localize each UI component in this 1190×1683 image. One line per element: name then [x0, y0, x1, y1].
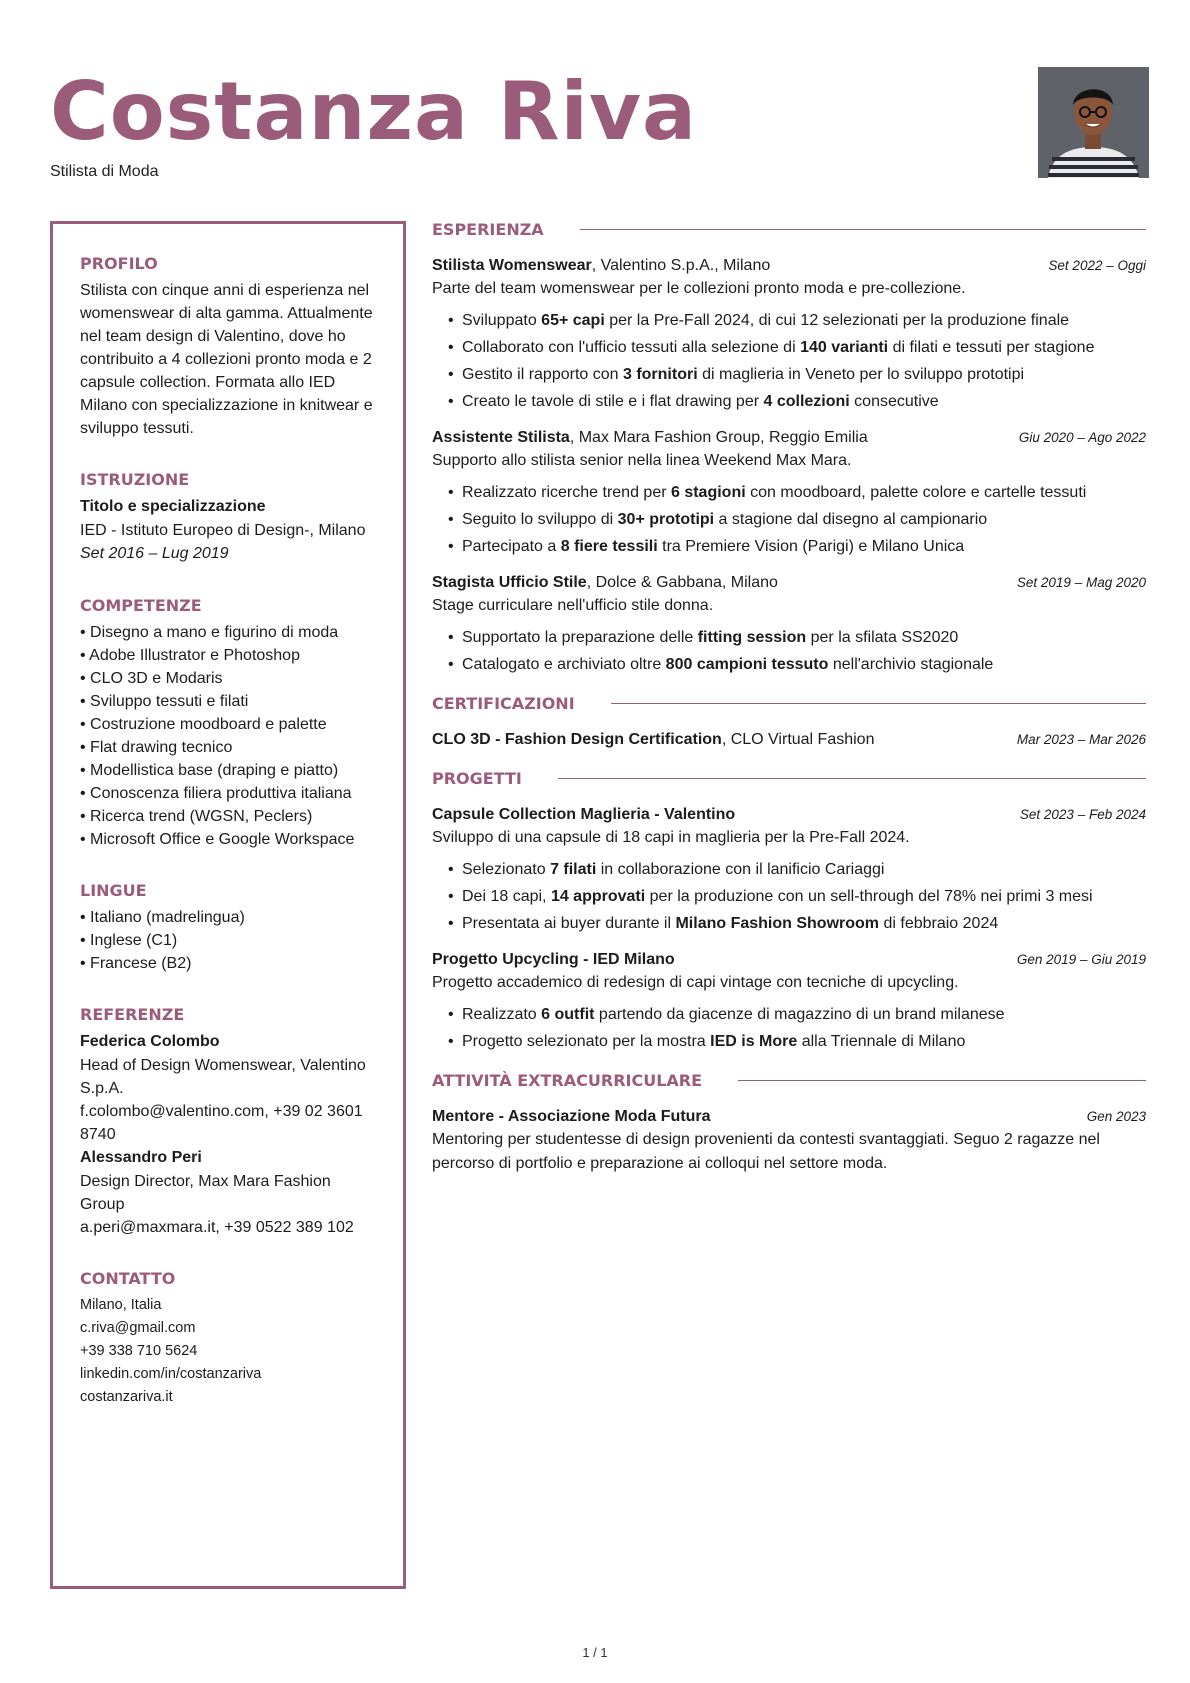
bullet-text: nell'archivio stagionale [828, 656, 994, 673]
sidebar [50, 221, 406, 1589]
skill-item: • Flat drawing tecnico [80, 736, 376, 759]
bullet-text: Dei 18 capi, [462, 888, 551, 905]
profile-photo [1038, 67, 1149, 178]
profile-heading: PROFILO [80, 254, 158, 273]
entry-header [432, 729, 1146, 751]
section-divider [738, 1080, 1146, 1081]
reference-contact[interactable]: f.colombo@valentino.com, +39 02 3601 8740 [80, 1103, 363, 1143]
section-header [432, 694, 1146, 713]
contact-linkedin[interactable]: linkedin.com/in/costanzariva [80, 1366, 262, 1382]
language-item: • Inglese (C1) [80, 929, 376, 952]
bullet-item [448, 390, 1146, 413]
bullet-text: per la Pre-Fall 2024, di cui 12 selezionati per la produzione finale [604, 312, 1070, 329]
bullet-highlight: 65+ capi [541, 312, 605, 329]
entry-dates: Set 2023 – Feb 2024 [1019, 807, 1146, 822]
entry-title [432, 729, 874, 751]
bullet-text: Supportato la preparazione delle [462, 629, 698, 646]
bullet-text: a stagione dal disegno al campionario [714, 511, 988, 528]
education-degree: Titolo e specializzazione [80, 498, 266, 515]
candidate-subtitle: Stilista di Moda [50, 163, 159, 180]
entry-description: Mentoring per studentesse di design provenienti da contesti svantaggiati. Seguo 2 ragazze nel percorso di portfolio e preparazione ai colloqui nel settore moda. [432, 1131, 1100, 1172]
references-heading: REFERENZE [80, 1005, 185, 1024]
contact-website[interactable]: costanzariva.it [80, 1389, 173, 1405]
skill-item: • Costruzione moodboard e palette [80, 713, 376, 736]
entry-header [432, 949, 1146, 971]
entry-bullets [432, 309, 1146, 413]
bullet-text: Selezionato [462, 861, 551, 878]
bullet-item [448, 535, 1146, 558]
entry-title [432, 1106, 711, 1128]
bullet-item [448, 481, 1146, 504]
entry [432, 427, 1146, 558]
bullet-text: Realizzato ricerche trend per [462, 484, 671, 501]
section-header [432, 220, 1146, 239]
entry-description: Parte del team womenswear per le collezioni pronto moda e pre-collezione. [432, 280, 966, 297]
skill-item: • Microsoft Office e Google Workspace [80, 828, 376, 851]
section-title: ESPERIENZA [432, 220, 544, 239]
section-divider [611, 703, 1146, 704]
entry-dates: Giu 2020 – Ago 2022 [1018, 430, 1146, 445]
skill-item: • Modellistica base (draping e piatto) [80, 759, 376, 782]
entry-title [432, 255, 770, 277]
entry-role: Assistente Stilista [432, 429, 570, 446]
skill-item: • Ricerca trend (WGSN, Peclers) [80, 805, 376, 828]
bullet-text: Partecipato a [462, 538, 561, 555]
bullet-text: con moodboard, palette colore e cartelle tessuti [745, 484, 1087, 501]
contact-section [80, 1269, 376, 1409]
reference-name: Alessandro Peri [80, 1149, 202, 1166]
entry-role: Capsule Collection Maglieria - Valentino [432, 806, 736, 823]
bullet-text: per la sfilata SS2020 [806, 629, 959, 646]
entry-description: Progetto accademico di redesign di capi vintage con tecniche di upcycling. [432, 974, 959, 991]
entry [432, 804, 1146, 935]
bullet-text: Seguito lo sviluppo di [462, 511, 618, 528]
entry-description: Sviluppo di una capsule di 18 capi in maglieria per la Pre-Fall 2024. [432, 829, 910, 846]
entry-dates: Gen 2019 – Giu 2019 [1016, 952, 1146, 967]
bullet-highlight: IED is More [710, 1033, 798, 1050]
section-header [432, 769, 1146, 788]
contact-email[interactable]: c.riva@gmail.com [80, 1320, 196, 1336]
entry-title [432, 804, 735, 826]
bullet-item [448, 1030, 1146, 1053]
entry-description: Supporto allo stilista senior nella linea Weekend Max Mara. [432, 452, 852, 469]
languages-heading: LINGUE [80, 881, 147, 900]
bullet-text: Presentata ai buyer durante il [462, 915, 676, 932]
entry-bullets [432, 626, 1146, 676]
bullet-item [448, 508, 1146, 531]
bullet-highlight: 6 stagioni [670, 484, 746, 501]
section-header [432, 1071, 1146, 1090]
entry-title [432, 949, 675, 971]
entry-dates: Set 2019 – Mag 2020 [1016, 575, 1146, 590]
bullet-item [448, 858, 1146, 881]
bullet-text: partendo da giacenze di magazzino di un brand milanese [594, 1006, 1005, 1023]
skill-item: • Disegno a mano e figurino di moda [80, 621, 376, 644]
section-divider [558, 778, 1146, 779]
entry [432, 255, 1146, 413]
page-number: 1 / 1 [582, 1645, 608, 1660]
bullet-highlight: 800 campioni tessuto [665, 656, 829, 673]
activities-section [432, 1071, 1146, 1176]
education-section [80, 470, 376, 566]
bullet-text: di filati e tessuti per stagione [888, 339, 1095, 356]
entry-dates: Gen 2023 [1086, 1109, 1146, 1124]
bullet-item [448, 653, 1146, 676]
reference-contact[interactable]: a.peri@maxmara.it, +39 0522 389 102 [80, 1219, 354, 1236]
entry-organization: , Valentino S.p.A., Milano [591, 257, 771, 274]
bullet-highlight: 30+ prototipi [617, 511, 715, 528]
entry-role: CLO 3D - Fashion Design Certification [432, 731, 722, 748]
entry-role: Progetto Upcycling - IED Milano [432, 951, 675, 968]
entry-description: Stage curriculare nell'ufficio stile donna. [432, 597, 714, 614]
entry-header [432, 804, 1146, 826]
bullet-text: Sviluppato [462, 312, 542, 329]
certifications-section [432, 694, 1146, 751]
entry-role: Stagista Ufficio Stile [432, 574, 587, 591]
experience-section [432, 220, 1146, 676]
bullet-highlight: 6 outfit [541, 1006, 595, 1023]
education-school: IED - Istituto Europeo di Design-, Milano [80, 522, 366, 539]
candidate-name: Costanza Riva [50, 65, 698, 158]
skills-heading: COMPETENZE [80, 596, 202, 615]
bullet-item [448, 912, 1146, 935]
entry [432, 1106, 1146, 1176]
reference-role: Head of Design Womenswear, Valentino S.p.A. [80, 1057, 366, 1097]
profile-text: Stilista con cinque anni di esperienza nel womenswear di alta gamma. Attualmente nel team design di Valentino, dove ho contribuito a 4 collezioni pronto moda e 2 capsule collection. Formata allo IED Milano con specializzazione in knitwear e sviluppo tessuti. [80, 282, 373, 437]
bullet-highlight: 4 collezioni [763, 393, 850, 410]
main-column [432, 220, 1146, 1194]
reference-name: Federica Colombo [80, 1033, 220, 1050]
entry-header [432, 1106, 1146, 1128]
bullet-item [448, 363, 1146, 386]
entry-header [432, 572, 1146, 594]
bullet-item [448, 626, 1146, 649]
bullet-text: Creato le tavole di stile e i flat drawing per [462, 393, 764, 410]
language-item: • Italiano (madrelingua) [80, 906, 376, 929]
bullet-text: consecutive [849, 393, 939, 410]
skill-item: • CLO 3D e Modaris [80, 667, 376, 690]
bullet-text: di maglieria in Veneto per lo sviluppo prototipi [697, 366, 1025, 383]
entry-header [432, 427, 1146, 449]
contact-heading: CONTATTO [80, 1269, 176, 1288]
bullet-highlight: 14 approvati [550, 888, 646, 905]
skills-section [80, 596, 376, 851]
entry-role: Mentore - Associazione Moda Futura [432, 1108, 711, 1125]
skill-item: • Adobe Illustrator e Photoshop [80, 644, 376, 667]
section-title: ATTIVITÀ EXTRACURRICULARE [432, 1071, 703, 1090]
projects-section [432, 769, 1146, 1053]
contact-phone[interactable]: +39 338 710 5624 [80, 1343, 198, 1359]
entry-organization: , CLO Virtual Fashion [721, 731, 875, 748]
section-divider [580, 229, 1146, 230]
entry [432, 949, 1146, 1053]
entry-organization: , Dolce & Gabbana, Milano [586, 574, 778, 591]
entry-title [432, 427, 868, 449]
entry-bullets [432, 481, 1146, 558]
education-dates: Set 2016 – Lug 2019 [80, 545, 229, 562]
bullet-text: Realizzato [462, 1006, 542, 1023]
section-title: CERTIFICAZIONI [432, 694, 575, 713]
skills-list [80, 621, 376, 851]
bullet-text: di febbraio 2024 [879, 915, 999, 932]
entry-title [432, 572, 778, 594]
bullet-highlight: 140 varianti [800, 339, 889, 356]
bullet-highlight: fitting session [697, 629, 807, 646]
skill-item: • Sviluppo tessuti e filati [80, 690, 376, 713]
bullet-item [448, 309, 1146, 332]
bullet-text: tra Premiere Vision (Parigi) e Milano Unica [657, 538, 965, 555]
entry-organization: , Max Mara Fashion Group, Reggio Emilia [569, 429, 868, 446]
bullet-item [448, 885, 1146, 908]
languages-list [80, 906, 376, 975]
bullet-text: Gestito il rapporto con [462, 366, 623, 383]
language-item: • Francese (B2) [80, 952, 376, 975]
bullet-text: Collaborato con l'ufficio tessuti alla selezione di [462, 339, 801, 356]
entry [432, 729, 1146, 751]
references-section [80, 1005, 376, 1239]
bullet-text: in collaborazione con il lanificio Cariaggi [596, 861, 885, 878]
bullet-text: Progetto selezionato per la mostra [462, 1033, 711, 1050]
bullet-highlight: 7 filati [550, 861, 597, 878]
entry-header [432, 255, 1146, 277]
bullet-item [448, 336, 1146, 359]
entry-dates: Set 2022 – Oggi [1048, 258, 1146, 273]
bullet-item [448, 1003, 1146, 1026]
education-heading: ISTRUZIONE [80, 470, 190, 489]
skill-item: • Conoscenza filiera produttiva italiana [80, 782, 376, 805]
profile-section [80, 254, 376, 440]
reference-role: Design Director, Max Mara Fashion Group [80, 1173, 331, 1213]
bullet-text: Catalogato e archiviato oltre [462, 656, 666, 673]
bullet-highlight: Milano Fashion Showroom [675, 915, 880, 932]
contact-location: Milano, Italia [80, 1297, 162, 1313]
entry-role: Stilista Womenswear [432, 257, 592, 274]
bullet-highlight: 3 fornitori [622, 366, 698, 383]
languages-section [80, 881, 376, 975]
bullet-highlight: 8 fiere tessili [560, 538, 658, 555]
portrait-image [1038, 67, 1149, 178]
section-title: PROGETTI [432, 769, 522, 788]
entry-dates: Mar 2023 – Mar 2026 [1016, 732, 1146, 747]
bullet-text: alla Triennale di Milano [797, 1033, 966, 1050]
entry [432, 572, 1146, 676]
entry-bullets [432, 1003, 1146, 1053]
entry-bullets [432, 858, 1146, 935]
bullet-text: per la produzione con un sell-through del 78% nei primi 3 mesi [645, 888, 1093, 905]
